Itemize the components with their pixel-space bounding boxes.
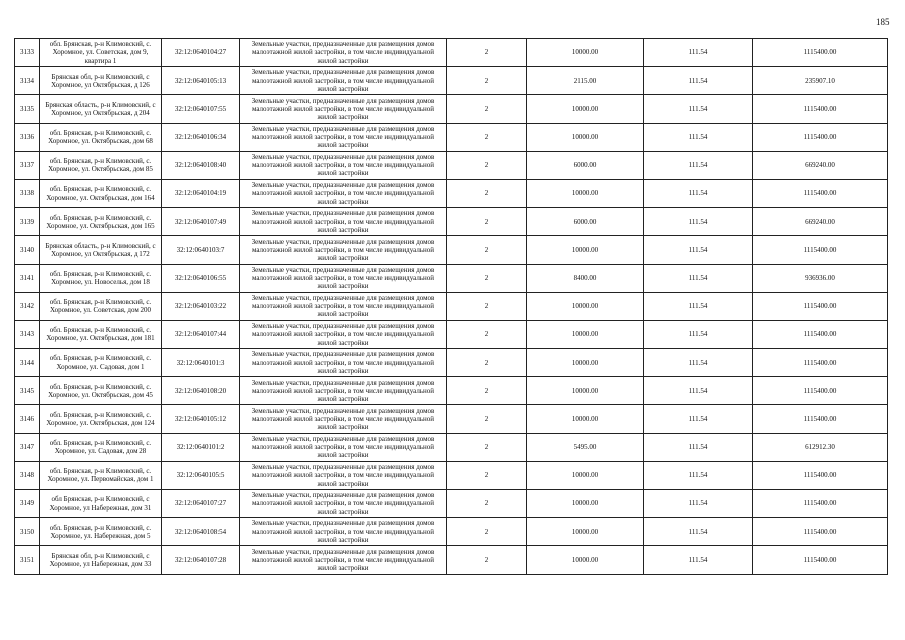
rate-cell: 111.54	[644, 39, 753, 67]
cadastral-number-cell: 32:12:0640107:55	[162, 95, 240, 123]
cadastral-value-cell: 1115400.00	[753, 95, 888, 123]
address-cell: Брянская обл, р-н Климовский, с Хоромное, ул Набережная, дом 33	[40, 546, 162, 574]
cadastral-value-cell: 936936.00	[753, 264, 888, 292]
area-cell: 10000.00	[527, 461, 644, 489]
row-number-cell: 3135	[15, 95, 40, 123]
cadastral-number-cell: 32:12:0640105:12	[162, 405, 240, 433]
cadastral-number-cell: 32:12:0640101:3	[162, 349, 240, 377]
address-cell: обл. Брянская, р-н Климовский, с. Хоромное, ул. Советская, дом 9, квартира 1	[40, 39, 162, 67]
rate-cell: 111.54	[644, 236, 753, 264]
address-cell: обл. Брянская, р-н Климовский, с. Хоромное, ул. Октябрьская, дом 164	[40, 179, 162, 207]
area-cell: 6000.00	[527, 208, 644, 236]
table-row	[15, 95, 888, 123]
table-row	[15, 151, 888, 179]
cadastral-value-cell: 1115400.00	[753, 123, 888, 151]
area-cell: 10000.00	[527, 292, 644, 320]
cadastral-number-cell: 32:12:0640108:54	[162, 518, 240, 546]
land-purpose-cell: Земельные участки, предназначенные для размещения домов малоэтажной жилой застройки, в том числе индивидуальной жилой застройки	[240, 179, 447, 207]
area-cell: 10000.00	[527, 123, 644, 151]
land-purpose-cell: Земельные участки, предназначенные для размещения домов малоэтажной жилой застройки, в том числе индивидуальной жилой застройки	[240, 461, 447, 489]
land-purpose-cell: Земельные участки, предназначенные для размещения домов малоэтажной жилой застройки, в том числе индивидуальной жилой застройки	[240, 490, 447, 518]
category-cell: 2	[447, 377, 527, 405]
row-number-cell: 3140	[15, 236, 40, 264]
address-cell: обл. Брянская, р-н Климовский, с. Хоромное, ул. Садовая, дом 28	[40, 433, 162, 461]
land-purpose-cell: Земельные участки, предназначенные для размещения домов малоэтажной жилой застройки, в том числе индивидуальной жилой застройки	[240, 405, 447, 433]
land-purpose-cell: Земельные участки, предназначенные для размещения домов малоэтажной жилой застройки, в том числе индивидуальной жилой застройки	[240, 236, 447, 264]
rate-cell: 111.54	[644, 546, 753, 574]
cadastral-number-cell: 32:12:0640108:20	[162, 377, 240, 405]
cadastral-value-cell: 669240.00	[753, 151, 888, 179]
land-purpose-cell: Земельные участки, предназначенные для размещения домов малоэтажной жилой застройки, в том числе индивидуальной жилой застройки	[240, 264, 447, 292]
category-cell: 2	[447, 208, 527, 236]
table-row	[15, 320, 888, 348]
address-cell: обл. Брянская, р-н Климовский, с. Хоромное, ул. Садовая, дом 1	[40, 349, 162, 377]
table-row	[15, 264, 888, 292]
cadastral-number-cell: 32:12:0640106:34	[162, 123, 240, 151]
address-cell: обл. Брянская, р-н Климовский, с. Хоромное, ул. Октябрьская, дом 85	[40, 151, 162, 179]
table-row	[15, 123, 888, 151]
cadastral-value-cell: 1115400.00	[753, 546, 888, 574]
category-cell: 2	[447, 179, 527, 207]
rate-cell: 111.54	[644, 292, 753, 320]
address-cell: Брянская обл, р-н Климовский, с Хоромное, ул Октябрьская, д 126	[40, 67, 162, 95]
category-cell: 2	[447, 39, 527, 67]
category-cell: 2	[447, 320, 527, 348]
address-cell: Брянская область, р-н Климовский, с Хоромное, ул Октябрьская, д 204	[40, 95, 162, 123]
area-cell: 10000.00	[527, 546, 644, 574]
table-row	[15, 349, 888, 377]
cadastral-value-cell: 235907.10	[753, 67, 888, 95]
row-number-cell: 3149	[15, 490, 40, 518]
category-cell: 2	[447, 292, 527, 320]
table-row	[15, 461, 888, 489]
cadastral-value-cell: 1115400.00	[753, 320, 888, 348]
cadastral-value-cell: 1115400.00	[753, 377, 888, 405]
land-purpose-cell: Земельные участки, предназначенные для размещения домов малоэтажной жилой застройки, в том числе индивидуальной жилой застройки	[240, 292, 447, 320]
land-registry-table	[14, 38, 888, 575]
area-cell: 6000.00	[527, 151, 644, 179]
land-purpose-cell: Земельные участки, предназначенные для размещения домов малоэтажной жилой застройки, в том числе индивидуальной жилой застройки	[240, 67, 447, 95]
address-cell: обл. Брянская, р-н Климовский, с. Хоромное, ул. Октябрьская, дом 165	[40, 208, 162, 236]
row-number-cell: 3145	[15, 377, 40, 405]
land-purpose-cell: Земельные участки, предназначенные для размещения домов малоэтажной жилой застройки, в том числе индивидуальной жилой застройки	[240, 151, 447, 179]
cadastral-number-cell: 32:12:0640108:40	[162, 151, 240, 179]
category-cell: 2	[447, 123, 527, 151]
address-cell: обл. Брянская, р-н Климовский, с. Хоромное, ул. Октябрьская, дом 124	[40, 405, 162, 433]
cadastral-number-cell: 32:12:0640107:27	[162, 490, 240, 518]
cadastral-value-cell: 1115400.00	[753, 518, 888, 546]
table-row	[15, 208, 888, 236]
cadastral-value-cell: 1115400.00	[753, 405, 888, 433]
area-cell: 10000.00	[527, 39, 644, 67]
rate-cell: 111.54	[644, 377, 753, 405]
cadastral-number-cell: 32:12:0640104:19	[162, 179, 240, 207]
cadastral-value-cell: 1115400.00	[753, 349, 888, 377]
row-number-cell: 3139	[15, 208, 40, 236]
cadastral-value-cell: 1115400.00	[753, 490, 888, 518]
table-row	[15, 405, 888, 433]
land-purpose-cell: Земельные участки, предназначенные для размещения домов малоэтажной жилой застройки, в том числе индивидуальной жилой застройки	[240, 95, 447, 123]
rate-cell: 111.54	[644, 405, 753, 433]
area-cell: 10000.00	[527, 95, 644, 123]
category-cell: 2	[447, 67, 527, 95]
cadastral-value-cell: 612912.30	[753, 433, 888, 461]
rate-cell: 111.54	[644, 518, 753, 546]
area-cell: 10000.00	[527, 405, 644, 433]
land-purpose-cell: Земельные участки, предназначенные для размещения домов малоэтажной жилой застройки, в том числе индивидуальной жилой застройки	[240, 208, 447, 236]
cadastral-value-cell: 669240.00	[753, 208, 888, 236]
row-number-cell: 3142	[15, 292, 40, 320]
rate-cell: 111.54	[644, 264, 753, 292]
area-cell: 2115.00	[527, 67, 644, 95]
cadastral-number-cell: 32:12:0640101:2	[162, 433, 240, 461]
address-cell: обл. Брянская, р-н Климовский, с. Хоромное, ул. Октябрьская, дом 68	[40, 123, 162, 151]
address-cell: обл. Брянская, р-н Климовский, с. Хоромное, ул. Новоселья, дом 18	[40, 264, 162, 292]
row-number-cell: 3137	[15, 151, 40, 179]
rate-cell: 111.54	[644, 123, 753, 151]
rate-cell: 111.54	[644, 320, 753, 348]
table-row	[15, 490, 888, 518]
category-cell: 2	[447, 264, 527, 292]
land-purpose-cell: Земельные участки, предназначенные для размещения домов малоэтажной жилой застройки, в том числе индивидуальной жилой застройки	[240, 320, 447, 348]
table-row	[15, 377, 888, 405]
category-cell: 2	[447, 349, 527, 377]
cadastral-number-cell: 32:12:0640105:13	[162, 67, 240, 95]
category-cell: 2	[447, 236, 527, 264]
land-purpose-cell: Земельные участки, предназначенные для размещения домов малоэтажной жилой застройки, в том числе индивидуальной жилой застройки	[240, 377, 447, 405]
rate-cell: 111.54	[644, 179, 753, 207]
address-cell: обл. Брянская, р-н Климовский, с. Хоромное, ул. Советская, дом 200	[40, 292, 162, 320]
cadastral-number-cell: 32:12:0640107:49	[162, 208, 240, 236]
category-cell: 2	[447, 490, 527, 518]
rate-cell: 111.54	[644, 490, 753, 518]
area-cell: 5495.00	[527, 433, 644, 461]
cadastral-value-cell: 1115400.00	[753, 39, 888, 67]
address-cell: обл. Брянская, р-н Климовский, с. Хоромное, ул. Набережная, дом 5	[40, 518, 162, 546]
cadastral-number-cell: 32:12:0640107:28	[162, 546, 240, 574]
rate-cell: 111.54	[644, 151, 753, 179]
page-number: 185	[876, 17, 890, 27]
row-number-cell: 3148	[15, 461, 40, 489]
address-cell: обл Брянская, р-н Климовский, с Хоромное, ул Набережная, дом 31	[40, 490, 162, 518]
area-cell: 10000.00	[527, 518, 644, 546]
row-number-cell: 3144	[15, 349, 40, 377]
table-row	[15, 39, 888, 67]
table-row	[15, 292, 888, 320]
category-cell: 2	[447, 151, 527, 179]
land-purpose-cell: Земельные участки, предназначенные для размещения домов малоэтажной жилой застройки, в том числе индивидуальной жилой застройки	[240, 546, 447, 574]
land-purpose-cell: Земельные участки, предназначенные для размещения домов малоэтажной жилой застройки, в том числе индивидуальной жилой застройки	[240, 123, 447, 151]
row-number-cell: 3136	[15, 123, 40, 151]
category-cell: 2	[447, 546, 527, 574]
area-cell: 8400.00	[527, 264, 644, 292]
area-cell: 10000.00	[527, 377, 644, 405]
category-cell: 2	[447, 518, 527, 546]
category-cell: 2	[447, 433, 527, 461]
cadastral-number-cell: 32:12:0640103:22	[162, 292, 240, 320]
address-cell: обл. Брянская, р-н Климовский, с. Хоромное, ул. Октябрьская, дом 181	[40, 320, 162, 348]
cadastral-value-cell: 1115400.00	[753, 292, 888, 320]
category-cell: 2	[447, 95, 527, 123]
address-cell: обл. Брянская, р-н Климовский, с. Хоромное, ул. Первомайская, дом 1	[40, 461, 162, 489]
address-cell: Брянская область, р-н Климовский, с Хоромное, ул Октябрьская, д 172	[40, 236, 162, 264]
table-row	[15, 433, 888, 461]
cadastral-number-cell: 32:12:0640106:55	[162, 264, 240, 292]
row-number-cell: 3150	[15, 518, 40, 546]
rate-cell: 111.54	[644, 67, 753, 95]
area-cell: 10000.00	[527, 236, 644, 264]
rate-cell: 111.54	[644, 95, 753, 123]
land-purpose-cell: Земельные участки, предназначенные для размещения домов малоэтажной жилой застройки, в том числе индивидуальной жилой застройки	[240, 433, 447, 461]
cadastral-number-cell: 32:12:0640104:27	[162, 39, 240, 67]
table-row	[15, 179, 888, 207]
cadastral-number-cell: 32:12:0640105:5	[162, 461, 240, 489]
cadastral-value-cell: 1115400.00	[753, 236, 888, 264]
table-row	[15, 546, 888, 574]
area-cell: 10000.00	[527, 179, 644, 207]
address-cell: обл. Брянская, р-н Климовский, с. Хоромное, ул. Октябрьская, дом 45	[40, 377, 162, 405]
rate-cell: 111.54	[644, 461, 753, 489]
row-number-cell: 3151	[15, 546, 40, 574]
row-number-cell: 3147	[15, 433, 40, 461]
cadastral-value-cell: 1115400.00	[753, 179, 888, 207]
category-cell: 2	[447, 405, 527, 433]
row-number-cell: 3146	[15, 405, 40, 433]
cadastral-value-cell: 1115400.00	[753, 461, 888, 489]
row-number-cell: 3138	[15, 179, 40, 207]
table-row	[15, 67, 888, 95]
area-cell: 10000.00	[527, 349, 644, 377]
cadastral-number-cell: 32:12:0640103:7	[162, 236, 240, 264]
row-number-cell: 3133	[15, 39, 40, 67]
row-number-cell: 3141	[15, 264, 40, 292]
land-purpose-cell: Земельные участки, предназначенные для размещения домов малоэтажной жилой застройки, в том числе индивидуальной жилой застройки	[240, 349, 447, 377]
area-cell: 10000.00	[527, 320, 644, 348]
row-number-cell: 3143	[15, 320, 40, 348]
cadastral-number-cell: 32:12:0640107:44	[162, 320, 240, 348]
table-row	[15, 236, 888, 264]
land-purpose-cell: Земельные участки, предназначенные для размещения домов малоэтажной жилой застройки, в том числе индивидуальной жилой застройки	[240, 39, 447, 67]
rate-cell: 111.54	[644, 208, 753, 236]
table-row	[15, 518, 888, 546]
rate-cell: 111.54	[644, 433, 753, 461]
table-body	[15, 39, 888, 575]
category-cell: 2	[447, 461, 527, 489]
land-purpose-cell: Земельные участки, предназначенные для размещения домов малоэтажной жилой застройки, в том числе индивидуальной жилой застройки	[240, 518, 447, 546]
area-cell: 10000.00	[527, 490, 644, 518]
rate-cell: 111.54	[644, 349, 753, 377]
row-number-cell: 3134	[15, 67, 40, 95]
